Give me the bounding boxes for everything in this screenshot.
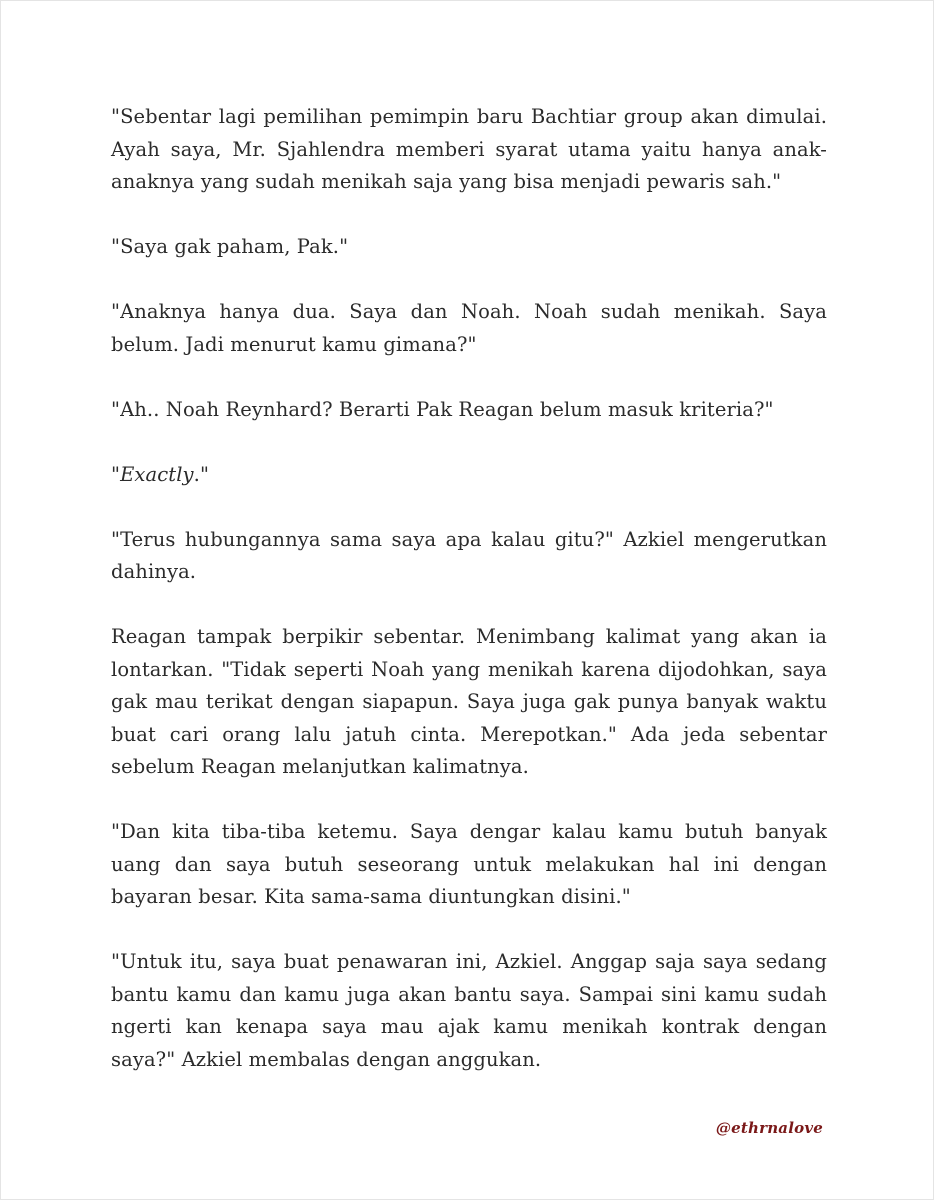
paragraph-7: "Dan kita tiba-tiba ketemu. Saya dengar kalau kamu butuh banyak uang dan saya butuh seseorang untuk melakukan hal ini dengan bayaran besar. Kita sama-sama diuntungkan disini." — [111, 820, 827, 908]
paragraph-8: "Untuk itu, saya buat penawaran ini, Azkiel. Anggap saja saya sedang bantu kamu dan kamu juga akan bantu saya. Sampai sini kamu sudah ngerti kan kenapa saya mau ajak kamu menikah kontrak dengan saya?" Azkiel membalas dengan anggukan. — [111, 950, 827, 1071]
paragraph-exactly — [111, 459, 827, 492]
paragraph-1: "Sebentar lagi pemilihan pemimpin baru Bachtiar group akan dimulai. Ayah saya, Mr. Sjahlendra memberi syarat utama yaitu hanya anak-anaknya yang sudah menikah saja yang bisa menjadi pewaris sah." — [111, 105, 827, 193]
paragraph-5: "Terus hubungannya sama saya apa kalau gitu?" Azkiel mengerutkan dahinya. — [111, 527, 827, 583]
paragraph-4: "Ah.. Noah Reynhard? Berarti Pak Reagan belum masuk kriteria?" — [111, 397, 774, 421]
paragraph-2: "Saya gak paham, Pak." — [111, 235, 349, 258]
story-text — [111, 101, 827, 1076]
exactly-open-quote: " — [111, 462, 121, 486]
paragraph-6: Reagan tampak berpikir sebentar. Menimbang kalimat yang akan ia lontarkan. "Tidak seperti Noah yang menikah karena dijodohkan, saya gak mau terikat dengan siapapun. Saya juga gak punya banyak waktu buat cari orang lalu jatuh cinta. Merepotkan." Ada jeda sebentar sebelum Reagan melanjutkan kalimatnya. — [111, 625, 827, 778]
exactly-word: Exactly — [120, 462, 194, 486]
exactly-close: ." — [193, 462, 210, 486]
paragraph-3: "Anaknya hanya dua. Saya dan Noah. Noah sudah menikah. Saya belum. Jadi menurut kamu gimana?" — [111, 300, 827, 356]
author-watermark: @ethrnalove — [715, 1119, 823, 1137]
